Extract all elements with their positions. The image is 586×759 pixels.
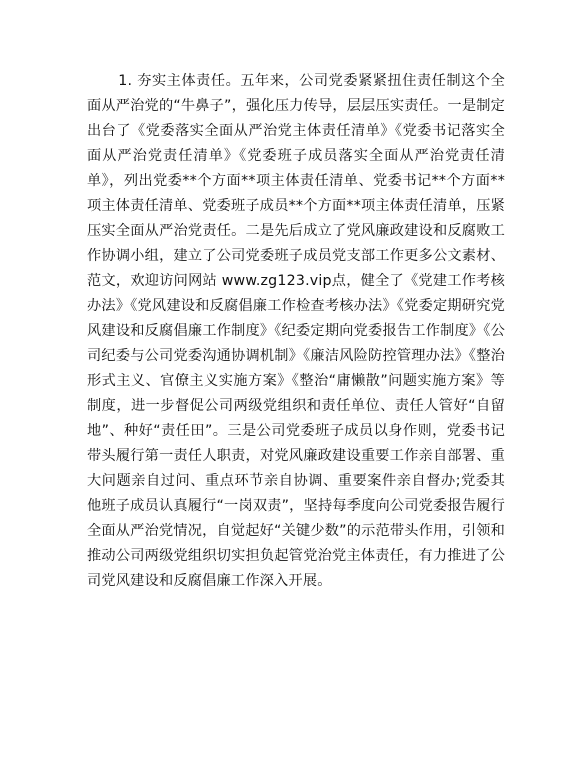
body-paragraph: 1. 夯实主体责任。五年来，公司党委紧紧扭住责任制这个全面从严治党的“牛鼻子”，强化压力传导，层层压实责任。一是制定出台了《党委落实全面从严治党主体责任清单》《党委书记落实全面从严治党责任清单》《党委班子成员落实全面从严治党责任清单》，列出党委**个方面**项主体责任清单、党委书记**个方面**项主体责任清单、党委班子成员**个方面**项主体责任清单，压紧压实全面从严治党责任。二是先后成立了党风廉政建设和反腐败工作协调小组，建立了公司党委班子成员党支部工作更多公文素材、范文，欢迎访问网站 www.zg123.vip点，健全了《党建工作考核办法》《党风建设和反腐倡廉工作检查考核办法》《党委定期研究党风建设和反腐倡廉工作制度》《纪委定期向党委报告工作制度》《公司纪委与公司党委沟通协调机制》《廉洁风险防控管理办法》《整治形式主义、官僚主义实施方案》《整治“庸懒散”问题实施方案》等制度，进一步督促公司两级党组织和责任单位、责任人管好“自留地”、种好“责任田”。三是公司党委班子成员以身作则，党委书记带头履行第一责任人职责，对党风廉政建设重要工作亲自部署、重大问题亲自过问、重点环节亲自协调、重要案件亲自督办;党委其他班子成员认真履行“一岗双责”，坚持每季度向公司党委报告履行全面从严治党情况，自觉起好“关键少数”的示范带头作用，引领和推动公司两级党组织切实担负起管党治党主体责任，有力推进了公司党风建设和反腐倡廉工作深入开展。 <box>87 73 505 589</box>
document-body <box>87 69 505 594</box>
